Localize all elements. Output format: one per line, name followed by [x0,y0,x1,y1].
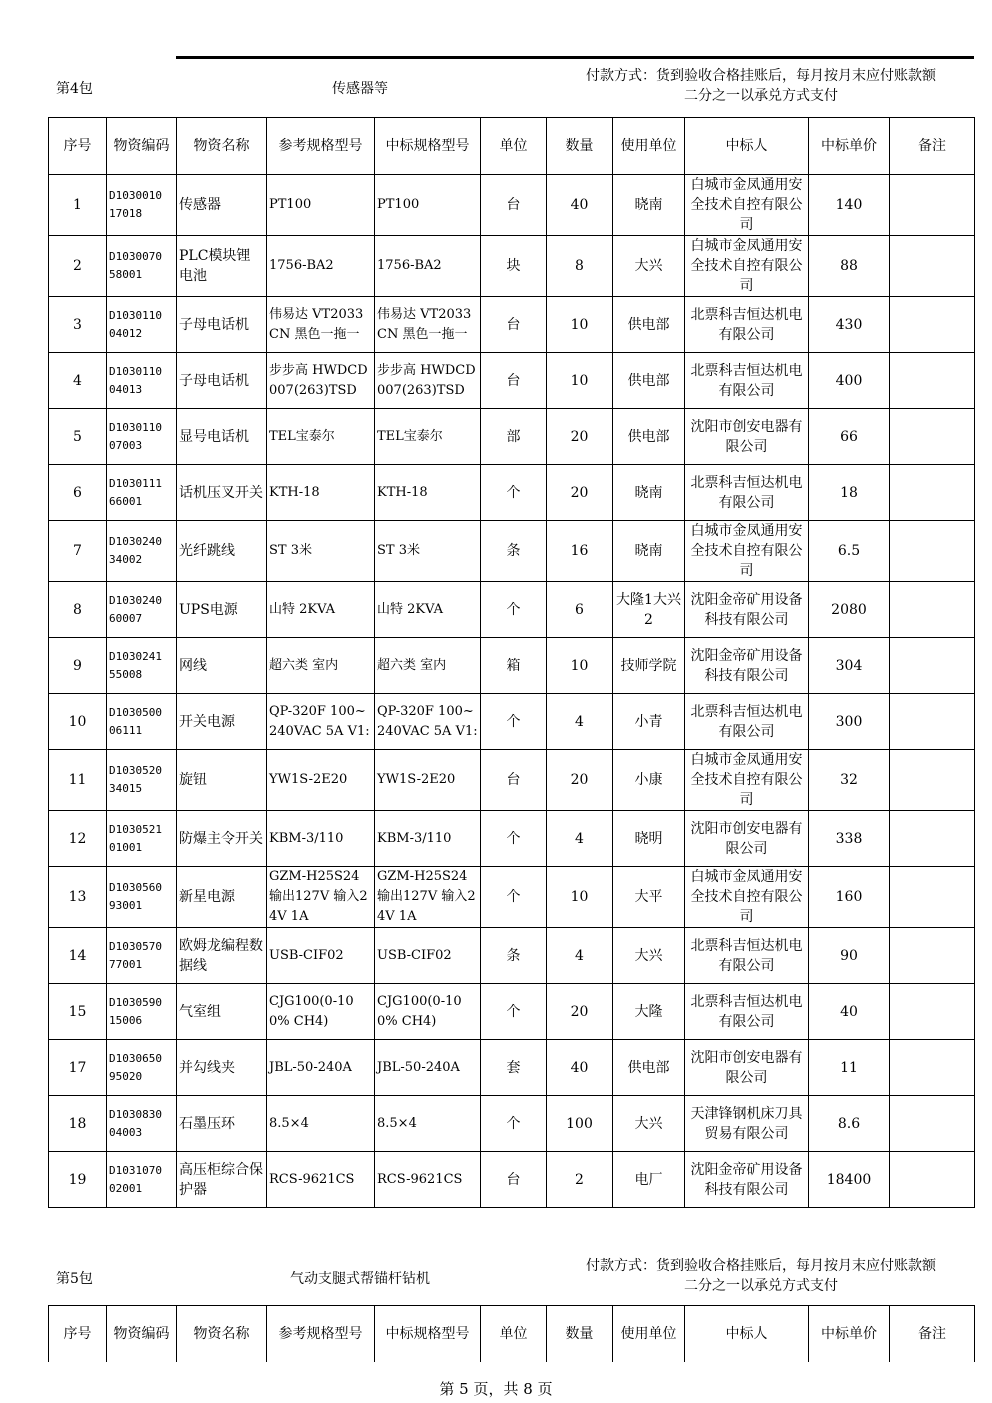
column-header: 中标人 [685,118,809,175]
cell-price: 66 [809,409,890,465]
cell-bid-spec: JBL-50-240A [375,1040,481,1096]
cell-ref-spec: RCS-9621CS [267,1152,375,1208]
cell-price: 430 [809,297,890,353]
cell-note [890,236,975,297]
page-footer: 第 5 页，共 8 页 [439,1380,553,1398]
cell-winner: 白城市金凤通用安全技术自控有限公司 [685,236,809,297]
column-header: 中标规格型号 [375,118,481,175]
cell-no: 13 [49,867,107,928]
cell-user: 大兴 [613,1096,685,1152]
cell-qty: 10 [547,638,613,694]
cell-code: D1030110 07003 [107,409,177,465]
package5-title: 气动支腿式帮锚杆钻机 [290,1271,430,1287]
cell-code: D1030111 66001 [107,465,177,521]
cell-winner: 北票科吉恒达机电有限公司 [685,984,809,1040]
cell-user: 技师学院 [613,638,685,694]
cell-no: 8 [49,582,107,638]
cell-no: 11 [49,750,107,811]
cell-no: 19 [49,1152,107,1208]
cell-note [890,638,975,694]
cell-price: 8.6 [809,1096,890,1152]
cell-qty: 40 [547,1040,613,1096]
column-header: 单位 [481,118,547,175]
column-header: 中标规格型号 [375,1306,481,1363]
column-header: 参考规格型号 [267,118,375,175]
table-row [49,236,975,297]
cell-note [890,297,975,353]
cell-bid-spec: USB-CIF02 [375,928,481,984]
cell-ref-spec: KBM-3/110 [267,811,375,867]
cell-code: D1030240 60007 [107,582,177,638]
cell-winner: 沈阳市创安电器有限公司 [685,811,809,867]
cell-code: D1030110 04013 [107,353,177,409]
cell-qty: 20 [547,465,613,521]
cell-ref-spec: 山特 2KVA [267,582,375,638]
cell-bid-spec: 伟易达 VT2033CN 黑色一拖一 [375,297,481,353]
cell-unit: 个 [481,1096,547,1152]
table-row [49,465,975,521]
cell-bid-spec: 超六类 室内 [375,638,481,694]
cell-winner: 白城市金凤通用安全技术自控有限公司 [685,867,809,928]
cell-user: 大平 [613,867,685,928]
cell-price: 40 [809,984,890,1040]
cell-note [890,984,975,1040]
cell-unit: 台 [481,750,547,811]
cell-ref-spec: YW1S-2E20 [267,750,375,811]
cell-winner: 沈阳金帝矿用设备科技有限公司 [685,638,809,694]
cell-winner: 北票科吉恒达机电有限公司 [685,465,809,521]
cell-note [890,409,975,465]
cell-winner: 沈阳金帝矿用设备科技有限公司 [685,582,809,638]
cell-no: 17 [49,1040,107,1096]
cell-code: D1031070 02001 [107,1152,177,1208]
cell-user: 小康 [613,750,685,811]
column-header: 中标人 [685,1306,809,1363]
cell-name: 欧姆龙编程数据线 [177,928,267,984]
cell-price: 18400 [809,1152,890,1208]
cell-bid-spec: RCS-9621CS [375,1152,481,1208]
table-row [49,928,975,984]
cell-ref-spec: JBL-50-240A [267,1040,375,1096]
cell-unit: 台 [481,297,547,353]
cell-code: D1030110 04012 [107,297,177,353]
cell-note [890,582,975,638]
cell-winner: 北票科吉恒达机电有限公司 [685,928,809,984]
column-header: 单位 [481,1306,547,1363]
cell-note [890,750,975,811]
cell-bid-spec: 8.5×4 [375,1096,481,1152]
column-header: 使用单位 [613,1306,685,1363]
cell-user: 晓明 [613,811,685,867]
column-header: 使用单位 [613,118,685,175]
cell-code: D1030070 58001 [107,236,177,297]
cell-price: 160 [809,867,890,928]
header-row [49,118,975,175]
table-row [49,638,975,694]
cell-name: 光纤跳线 [177,521,267,582]
cell-bid-spec: PT100 [375,175,481,236]
cell-price: 32 [809,750,890,811]
cell-bid-spec: 1756-BA2 [375,236,481,297]
cell-ref-spec: GZM-H25S24 输出127V 输入24V 1A [267,867,375,928]
cell-qty: 20 [547,984,613,1040]
cell-qty: 2 [547,1152,613,1208]
cell-no: 14 [49,928,107,984]
cell-code: D1030500 06111 [107,694,177,750]
cell-qty: 40 [547,175,613,236]
cell-no: 1 [49,175,107,236]
table-row [49,694,975,750]
cell-unit: 块 [481,236,547,297]
cell-bid-spec: QP-320F 100~240VAC 5A V1: [375,694,481,750]
cell-name: 显号电话机 [177,409,267,465]
package4-title: 传感器等 [332,81,388,97]
cell-note [890,867,975,928]
cell-ref-spec: 步步高 HWDCD007(263)TSD [267,353,375,409]
cell-qty: 4 [547,811,613,867]
cell-note [890,928,975,984]
package5-table [48,1305,975,1362]
cell-no: 6 [49,465,107,521]
cell-unit: 条 [481,928,547,984]
table-row [49,750,975,811]
cell-name: 并勾线夹 [177,1040,267,1096]
cell-ref-spec: PT100 [267,175,375,236]
cell-bid-spec: ST 3米 [375,521,481,582]
cell-price: 2080 [809,582,890,638]
cell-price: 338 [809,811,890,867]
cell-name: 话机压叉开关 [177,465,267,521]
cell-name: 传感器 [177,175,267,236]
cell-ref-spec: KTH-18 [267,465,375,521]
payment-line-2: 二分之一以承兑方式支付 [684,1278,838,1294]
cell-user: 晓南 [613,175,685,236]
cell-unit: 台 [481,1152,547,1208]
table-row [49,1152,975,1208]
package4-table [48,117,975,1208]
table-row [49,521,975,582]
cell-bid-spec: GZM-H25S24 输出127V 输入24V 1A [375,867,481,928]
package5-label: 第5包 [56,1271,93,1287]
cell-note [890,521,975,582]
cell-unit: 个 [481,984,547,1040]
cell-user: 大兴 [613,236,685,297]
cell-bid-spec: KTH-18 [375,465,481,521]
cell-code: D1030560 93001 [107,867,177,928]
cell-code: D1030240 34002 [107,521,177,582]
column-header: 数量 [547,118,613,175]
cell-winner: 北票科吉恒达机电有限公司 [685,353,809,409]
table-row [49,353,975,409]
package4-payment [548,66,974,106]
cell-qty: 16 [547,521,613,582]
column-header: 中标单价 [809,1306,890,1363]
cell-winner: 沈阳金帝矿用设备科技有限公司 [685,1152,809,1208]
column-header: 序号 [49,1306,107,1363]
cell-no: 2 [49,236,107,297]
cell-unit: 个 [481,867,547,928]
cell-user: 小青 [613,694,685,750]
cell-ref-spec: CJG100(0-100% CH4) [267,984,375,1040]
table-row [49,1040,975,1096]
column-header: 物资名称 [177,118,267,175]
cell-user: 晓南 [613,521,685,582]
cell-winner: 天津锋钢机床刀具贸易有限公司 [685,1096,809,1152]
cell-winner: 沈阳市创安电器有限公司 [685,409,809,465]
cell-name: 网线 [177,638,267,694]
cell-qty: 20 [547,750,613,811]
cell-ref-spec: 1756-BA2 [267,236,375,297]
cell-qty: 8 [547,236,613,297]
cell-price: 18 [809,465,890,521]
cell-bid-spec: 山特 2KVA [375,582,481,638]
cell-unit: 箱 [481,638,547,694]
column-header: 数量 [547,1306,613,1363]
cell-note [890,1096,975,1152]
cell-qty: 6 [547,582,613,638]
cell-ref-spec: QP-320F 100~240VAC 5A V1: [267,694,375,750]
cell-winner: 白城市金凤通用安全技术自控有限公司 [685,175,809,236]
cell-winner: 沈阳市创安电器有限公司 [685,1040,809,1096]
cell-no: 5 [49,409,107,465]
table-row [49,1096,975,1152]
cell-price: 300 [809,694,890,750]
cell-name: 新星电源 [177,867,267,928]
cell-bid-spec: TEL宝泰尔 [375,409,481,465]
cell-no: 12 [49,811,107,867]
cell-winner: 北票科吉恒达机电有限公司 [685,297,809,353]
cell-qty: 4 [547,928,613,984]
cell-user: 晓南 [613,465,685,521]
cell-bid-spec: YW1S-2E20 [375,750,481,811]
cell-ref-spec: 8.5×4 [267,1096,375,1152]
cell-bid-spec: 步步高 HWDCD007(263)TSD [375,353,481,409]
table-row [49,867,975,928]
package4-label: 第4包 [56,81,93,97]
cell-name: UPS电源 [177,582,267,638]
cell-price: 11 [809,1040,890,1096]
cell-price: 304 [809,638,890,694]
cell-note [890,1040,975,1096]
cell-name: 石墨压环 [177,1096,267,1152]
cell-qty: 10 [547,867,613,928]
cell-name: 旋钮 [177,750,267,811]
cell-code: D1030830 04003 [107,1096,177,1152]
cell-no: 15 [49,984,107,1040]
cell-qty: 10 [547,297,613,353]
cell-note [890,1152,975,1208]
cell-user: 供电部 [613,353,685,409]
cell-price: 400 [809,353,890,409]
column-header: 参考规格型号 [267,1306,375,1363]
cell-code: D1030010 17018 [107,175,177,236]
cell-no: 4 [49,353,107,409]
column-header: 物资名称 [177,1306,267,1363]
cell-note [890,811,975,867]
table-row [49,297,975,353]
cell-code: D1030520 34015 [107,750,177,811]
cell-code: D1030521 01001 [107,811,177,867]
cell-name: 防爆主令开关 [177,811,267,867]
cell-winner: 北票科吉恒达机电有限公司 [685,694,809,750]
cell-code: D1030570 77001 [107,928,177,984]
cell-user: 电厂 [613,1152,685,1208]
cell-name: 高压柜综合保护器 [177,1152,267,1208]
header-row [49,1306,975,1363]
column-header: 备注 [890,1306,975,1363]
cell-unit: 个 [481,465,547,521]
cell-user: 供电部 [613,297,685,353]
cell-ref-spec: 伟易达 VT2033CN 黑色一拖一 [267,297,375,353]
column-header: 物资编码 [107,1306,177,1363]
cell-unit: 个 [481,811,547,867]
cell-unit: 部 [481,409,547,465]
cell-note [890,694,975,750]
cell-winner: 白城市金凤通用安全技术自控有限公司 [685,750,809,811]
cell-note [890,175,975,236]
cell-ref-spec: ST 3米 [267,521,375,582]
cell-unit: 套 [481,1040,547,1096]
cell-qty: 10 [547,353,613,409]
cell-code: D1030241 55008 [107,638,177,694]
table-row [49,984,975,1040]
payment-line-2: 二分之一以承兑方式支付 [684,88,838,104]
cell-code: D1030590 15006 [107,984,177,1040]
cell-user: 大隆 [613,984,685,1040]
cell-unit: 个 [481,582,547,638]
cell-note [890,353,975,409]
column-header: 中标单价 [809,118,890,175]
cell-no: 10 [49,694,107,750]
cell-no: 9 [49,638,107,694]
cell-user: 大兴 [613,928,685,984]
cell-ref-spec: 超六类 室内 [267,638,375,694]
cell-user: 供电部 [613,409,685,465]
cell-unit: 条 [481,521,547,582]
payment-line-1: 付款方式：货到验收合格挂账后，每月按月末应付账款额 [586,1258,936,1274]
package5-payment [548,1256,974,1296]
payment-line-1: 付款方式：货到验收合格挂账后，每月按月末应付账款额 [586,68,936,84]
cell-name: 子母电话机 [177,297,267,353]
cell-qty: 4 [547,694,613,750]
cell-unit: 台 [481,353,547,409]
cell-price: 88 [809,236,890,297]
column-header: 物资编码 [107,118,177,175]
cell-unit: 台 [481,175,547,236]
cell-unit: 个 [481,694,547,750]
cell-price: 6.5 [809,521,890,582]
table-row [49,409,975,465]
cell-name: 子母电话机 [177,353,267,409]
cell-ref-spec: USB-CIF02 [267,928,375,984]
cell-ref-spec: TEL宝泰尔 [267,409,375,465]
column-header: 序号 [49,118,107,175]
cell-price: 140 [809,175,890,236]
cell-name: PLC模块锂电池 [177,236,267,297]
cell-bid-spec: CJG100(0-100% CH4) [375,984,481,1040]
cell-no: 3 [49,297,107,353]
table-row [49,811,975,867]
cell-name: 气室组 [177,984,267,1040]
table-row [49,175,975,236]
cell-price: 90 [809,928,890,984]
cell-no: 18 [49,1096,107,1152]
cell-no: 7 [49,521,107,582]
cell-user: 大隆1大兴2 [613,582,685,638]
cell-bid-spec: KBM-3/110 [375,811,481,867]
cell-code: D1030650 95020 [107,1040,177,1096]
cell-note [890,465,975,521]
cell-qty: 100 [547,1096,613,1152]
table-row [49,582,975,638]
cell-user: 供电部 [613,1040,685,1096]
cell-name: 开关电源 [177,694,267,750]
cell-winner: 白城市金凤通用安全技术自控有限公司 [685,521,809,582]
top-rule [176,56,974,59]
column-header: 备注 [890,118,975,175]
cell-qty: 20 [547,409,613,465]
